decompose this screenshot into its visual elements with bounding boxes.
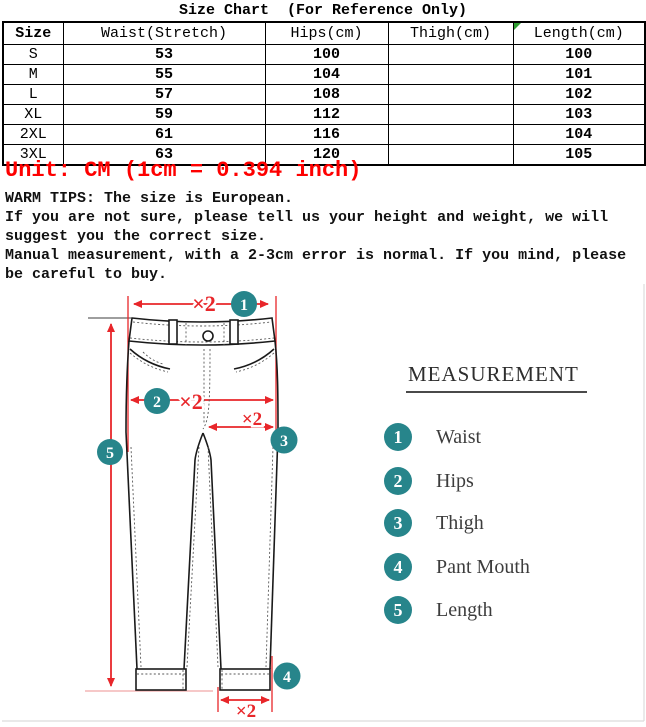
cell-waist: 63 [63, 145, 265, 166]
cell-hips: 112 [265, 105, 388, 125]
marker-5-number: 5 [106, 445, 114, 462]
unit-note: Unit: CM (1cm = 0.394 inch) [5, 158, 362, 183]
page-title: Size Chart (For Reference Only) [178, 2, 468, 19]
cell-hips: 100 [265, 45, 388, 65]
thigh-times2-label: ×2 [241, 409, 263, 430]
jeans-outline [126, 318, 278, 690]
cell-waist: 59 [63, 105, 265, 125]
legend-item-hips [384, 467, 474, 495]
legend-num-3: 3 [384, 509, 412, 537]
tips-line: If you are not sure, please tell us your height and weight, we will [5, 209, 609, 226]
marker-1-number: 1 [240, 297, 248, 314]
legend-item-waist [384, 423, 481, 451]
waist-times2-label: ×2 [192, 291, 216, 316]
marker-4-number: 4 [283, 669, 291, 686]
cell-size: L [3, 85, 63, 105]
cell-waist: 57 [63, 85, 265, 105]
col-header-size: Size [3, 22, 63, 45]
legend-title: MEASUREMENT [406, 362, 587, 393]
legend-num-4: 4 [384, 553, 412, 581]
tips-line: Manual measurement, with a 2-3cm error is normal. If you mind, please [5, 247, 627, 264]
cell-hips: 116 [265, 125, 388, 145]
legend-label-length: Length [436, 598, 493, 621]
legend-label-hips: Hips [436, 469, 474, 492]
cell-length: 103 [513, 105, 645, 125]
cell-size: XL [3, 105, 63, 125]
cell-length: 105 [513, 145, 645, 166]
legend-label-waist: Waist [436, 425, 482, 448]
cell-size: S [3, 45, 63, 65]
legend-num-5: 5 [384, 596, 412, 624]
cell-length: 104 [513, 125, 645, 145]
cell-size: M [3, 65, 63, 85]
cell-size: 2XL [3, 125, 63, 145]
tips-line: be careful to buy. [5, 266, 168, 283]
legend-num-2: 2 [384, 467, 412, 495]
col-header-length: Length(cm) [513, 22, 645, 45]
dimension-lines [85, 296, 276, 712]
legend-num-1: 1 [384, 423, 412, 451]
tips-line: suggest you the correct size. [5, 228, 267, 245]
cell-waist: 53 [63, 45, 265, 65]
marker-3-number: 3 [280, 433, 288, 450]
measurement-legend [382, 362, 622, 662]
legend-item-pant-mouth [384, 553, 530, 581]
cell-length: 102 [513, 85, 645, 105]
cell-hips: 104 [265, 65, 388, 85]
cell-hips: 108 [265, 85, 388, 105]
legend-item-thigh [384, 509, 484, 537]
cell-waist: 61 [63, 125, 265, 145]
cell-hips: 120 [265, 145, 388, 166]
cell-length: 100 [513, 45, 645, 65]
legend-label-thigh: Thigh [436, 511, 484, 534]
tips-line: WARM TIPS: The size is European. [5, 190, 294, 207]
cell-length: 101 [513, 65, 645, 85]
cell-waist: 55 [63, 65, 265, 85]
col-header-hips: Hips(cm) [265, 22, 388, 45]
col-header-thigh: Thigh(cm) [388, 22, 513, 45]
marker-2-number: 2 [153, 394, 161, 411]
legend-item-length [384, 596, 493, 624]
cell-size: 3XL [3, 145, 63, 166]
mouth-times2-label: ×2 [235, 701, 257, 722]
legend-label-pant-mouth: Pant Mouth [436, 555, 530, 578]
col-header-waist: Waist(Stretch) [63, 22, 265, 45]
hips-times2-label: ×2 [179, 389, 203, 414]
